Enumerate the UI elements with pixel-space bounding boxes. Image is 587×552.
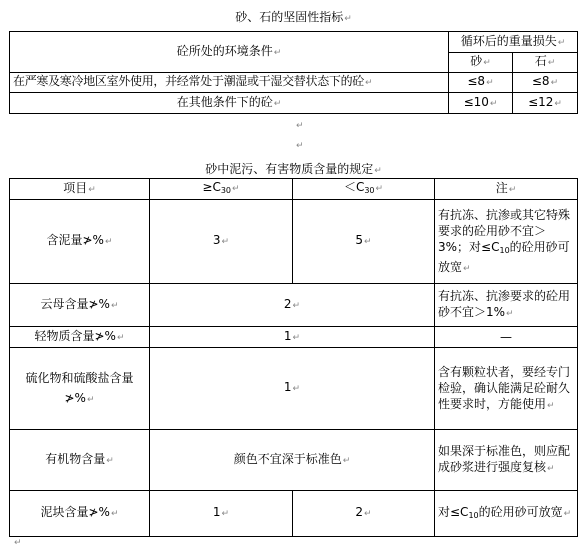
table1-title: 砂、石的坚固性指标↵ xyxy=(235,10,352,24)
item-cell: 泥块含量≯%↵ xyxy=(10,491,150,537)
value-lt-cell: 2↵ xyxy=(293,491,435,537)
strength-index-table xyxy=(9,31,578,114)
item-cell: 含泥量≯%↵ xyxy=(10,200,150,284)
header-lt-c30: $<C_{30}↵$ xyxy=(293,179,435,200)
item-cell: 硫化物和硫酸盐含量≯%↵ xyxy=(10,348,150,430)
header-loss: 循环后的重量损失↵ xyxy=(449,32,578,53)
value-lt-cell: 5↵ xyxy=(293,200,435,284)
item-cell: 有机物含量↵ xyxy=(10,430,150,491)
value-cell: 2↵ xyxy=(150,284,435,327)
table-row xyxy=(10,327,578,348)
note-cell: 有抗冻、抗渗要求的砼用砂不宜＞1%↵ xyxy=(435,284,578,327)
value-cell: 颜色不宜深于标准色↵ xyxy=(150,430,435,491)
condition-cell: 在其他条件下的砼↵ xyxy=(10,93,449,114)
header-note: 注↵ xyxy=(435,179,578,200)
paragraph-mark: ↵ xyxy=(14,538,22,548)
value-cell: 1↵ xyxy=(150,327,435,348)
impurity-content-table xyxy=(9,178,578,537)
note-cell: 含有颗粒状者，要经专门检验，确认能满足砼耐久性要求时，方能使用↵ xyxy=(435,348,578,430)
table-row xyxy=(10,491,578,537)
table-row xyxy=(10,200,578,284)
header-sand: 砂↵ xyxy=(449,53,513,73)
value-ge-cell: 3↵ xyxy=(150,200,293,284)
note-cell: 对$\le C_{10}$的砼用砂可放宽↵ xyxy=(435,491,578,537)
header-condition: 砼所处的环境条件↵ xyxy=(10,32,449,73)
note-cell: 如果深于标准色，则应配成砂浆进行强度复核↵ xyxy=(435,430,578,491)
table-row xyxy=(10,284,578,327)
table-header-row xyxy=(10,179,578,200)
table-row xyxy=(10,93,578,114)
header-ge-c30: $\ge C_{30}↵$ xyxy=(150,179,293,200)
paragraph-mark: ↵ xyxy=(296,141,304,151)
condition-cell: 在严寒及寒冷地区室外使用，并经常处于潮湿或干湿交替状态下的砼↵ xyxy=(10,73,449,93)
item-cell: 云母含量≯%↵ xyxy=(10,284,150,327)
sand-loss-cell: ≤8↵ xyxy=(449,73,513,93)
sand-loss-cell: ≤10↵ xyxy=(449,93,513,114)
value-ge-cell: 1↵ xyxy=(150,491,293,537)
stone-loss-cell: ≤12↵ xyxy=(513,93,578,114)
value-cell: 1↵ xyxy=(150,348,435,430)
note-cell: 有抗冻、抗渗或其它特殊要求的砼用砂不宜＞3%；对$\le C_{10}$的砼用砂可放宽↵ xyxy=(435,200,578,284)
header-item: 项目↵ xyxy=(10,179,150,200)
item-cell: 轻物质含量≯%↵ xyxy=(10,327,150,348)
table2-title: 砂中泥污、有害物质含量的规定↵ xyxy=(205,162,382,176)
table-row xyxy=(10,348,578,430)
paragraph-mark: ↵ xyxy=(296,121,304,131)
table-row xyxy=(10,430,578,491)
note-cell: — xyxy=(435,327,578,348)
header-stone: 石↵ xyxy=(513,53,578,73)
stone-loss-cell: ≤8↵ xyxy=(513,73,578,93)
table-row xyxy=(10,73,578,93)
